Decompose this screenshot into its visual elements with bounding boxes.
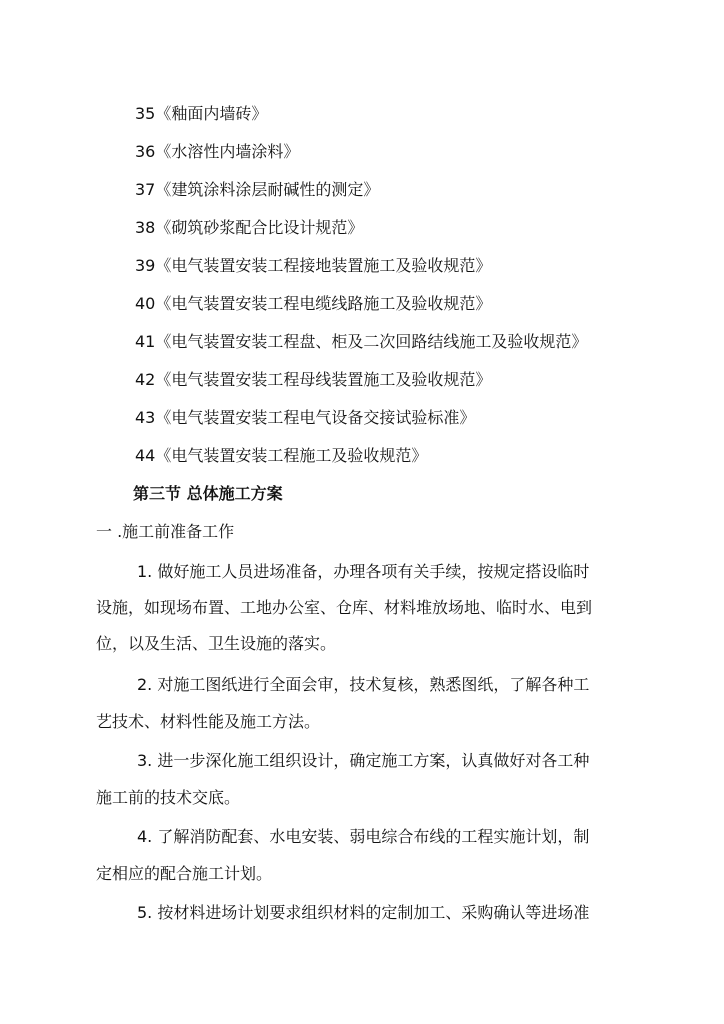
paragraph-3-line-2: 施工前的技术交底。 <box>96 788 241 807</box>
reference-item-42: 42《电气装置安装工程母线装置施工及验收规范》 <box>135 370 492 389</box>
reference-item-40: 40《电气装置安装工程电缆线路施工及验收规范》 <box>135 294 492 313</box>
paragraph-2-line-1: 2. 对施工图纸进行全面会审，技术复核，熟悉图纸，了解各种工 <box>137 675 590 694</box>
reference-item-38: 38《砌筑砂浆配合比设计规范》 <box>135 218 364 237</box>
reference-item-41: 41《电气装置安装工程盘、柜及二次回路结线施工及验收规范》 <box>135 332 588 351</box>
reference-item-35: 35《釉面内墙砖》 <box>135 104 268 123</box>
reference-item-39: 39《电气装置安装工程接地装置施工及验收规范》 <box>135 256 492 275</box>
subsection-heading: 一 .施工前准备工作 <box>96 522 235 541</box>
paragraph-4-line-2: 定相应的配合施工计划。 <box>96 864 273 883</box>
section-heading: 第三节 总体施工方案 <box>133 484 283 503</box>
paragraph-1-line-3: 位，以及生活、卫生设施的落实。 <box>96 634 337 653</box>
paragraph-1-line-1: 1. 做好施工人员进场准备，办理各项有关手续，按规定搭设临时 <box>137 562 590 581</box>
reference-item-36: 36《水溶性内墙涂料》 <box>135 142 300 161</box>
paragraph-4-line-1: 4. 了解消防配套、水电安装、弱电综合布线的工程实施计划，制 <box>137 827 590 846</box>
reference-item-44: 44《电气装置安装工程施工及验收规范》 <box>135 446 428 465</box>
paragraph-2-line-2: 艺技术、材料性能及施工方法。 <box>96 712 321 731</box>
reference-item-37: 37《建筑涂料涂层耐碱性的测定》 <box>135 180 380 199</box>
paragraph-1-line-2: 设施，如现场布置、工地办公室、仓库、材料堆放场地、临时水、电到 <box>96 598 593 617</box>
reference-item-43: 43《电气装置安装工程电气设备交接试验标准》 <box>135 408 476 427</box>
paragraph-3-line-1: 3. 进一步深化施工组织设计，确定施工方案，认真做好对各工种 <box>137 751 590 770</box>
paragraph-5-line-1: 5. 按材料进场计划要求组织材料的定制加工、采购确认等进场准 <box>137 903 590 922</box>
